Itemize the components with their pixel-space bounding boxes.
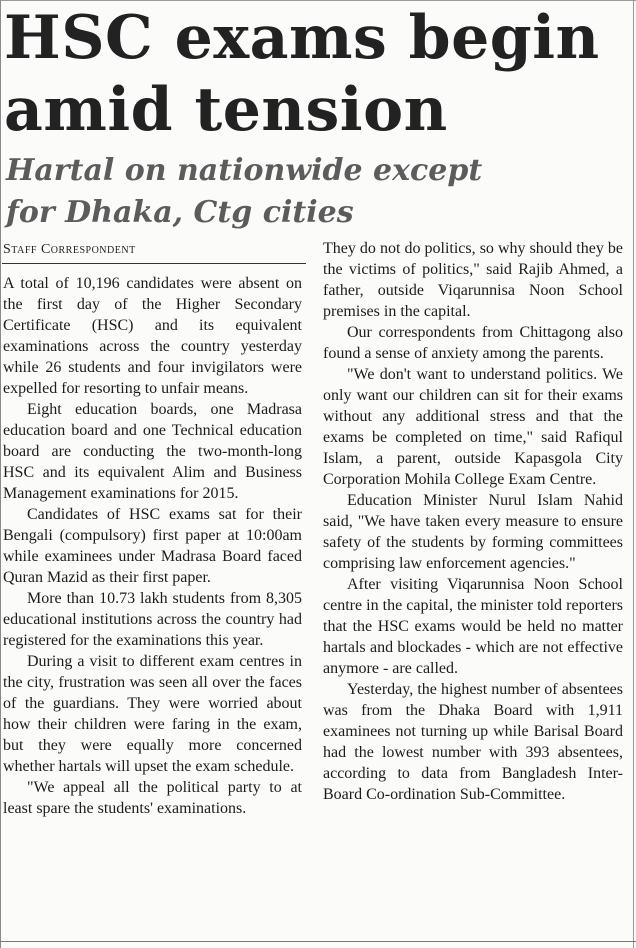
subheadline-line-1: Hartal on nationwide except: [6, 153, 483, 188]
article-column-left: [3, 273, 302, 819]
paragraph: "We don't want to understand politics. We only want our children can sit for their exams without any additional stress and that the exams be completed on time," said Rafiqul Islam, a parent, outside Kapasgola City Corporation Mohila College Exam Centre.: [323, 366, 623, 488]
paragraph: Our correspondents from Chittagong also found a sense of anxiety among the parents.: [323, 324, 623, 362]
paragraph: More than 10.73 lakh students from 8,305 educational institutions across the country had registered for the examinations this year.: [3, 590, 302, 649]
paragraph: "We appeal all the political party to at least spare the students' examinations.: [3, 779, 302, 817]
article-column-right: [323, 238, 623, 805]
article-subheadline: [6, 150, 626, 234]
byline: Staff Correspondent: [3, 242, 136, 257]
headline-line-2: amid tension: [4, 75, 448, 145]
paragraph: A total of 10,196 candidates were absent on the first day of the Higher Secondary Certificate (HSC) and its equivalent examinations across the country yesterday while 26 students and four invigilators were expelled for resorting to unfair means.: [3, 275, 302, 397]
headline-line-1: HSC exams begin: [4, 3, 600, 73]
frame-left-border: [0, 0, 1, 948]
paragraph: Eight education boards, one Madrasa education board and one Technical education board are conducting the two-month-long HSC and its equivalent Alim and Business Management examinations for 2015.: [3, 401, 302, 502]
paragraph: After visiting Viqarunnisa Noon School centre in the capital, the minister told reporters that the HSC exams would be held no matter hartals and blockades - which are not effective anymore - are called.: [323, 576, 623, 677]
frame-top-border: [0, 0, 636, 1]
paragraph: During a visit to different exam centres in the city, frustration was seen all over the faces of the guardians. They were worried about how their children were faring in the exam, but they were equally more concerned whether hartals will upset the exam schedule.: [3, 653, 302, 775]
subheadline-line-2: for Dhaka, Ctg cities: [6, 195, 354, 230]
paragraph: Education Minister Nurul Islam Nahid said, "We have taken every measure to ensure safety of the students by forming committees comprising law enforcement agencies.": [323, 492, 623, 572]
frame-bottom-border: [0, 941, 636, 942]
byline-rule: [2, 263, 306, 264]
frame-right-border: [633, 0, 634, 948]
article-headline: [4, 2, 632, 146]
paragraph: Candidates of HSC exams sat for their Bengali (compulsory) first paper at 10:00am while examinees under Madrasa Board faced Quran Mazid as their first paper.: [3, 506, 302, 586]
paragraph: They do not do politics, so why should they be the victims of politics," said Rajib Ahmed, a father, outside Viqarunnisa Noon School premises in the capital.: [323, 240, 623, 320]
paragraph: Yesterday, the highest number of absentees was from the Dhaka Board with 1,911 examinees not turning up while Barisal Board had the lowest number with 393 absentees, according to data from Bangladesh Inter-Board Co-ordination Sub-Committee.: [323, 681, 623, 803]
